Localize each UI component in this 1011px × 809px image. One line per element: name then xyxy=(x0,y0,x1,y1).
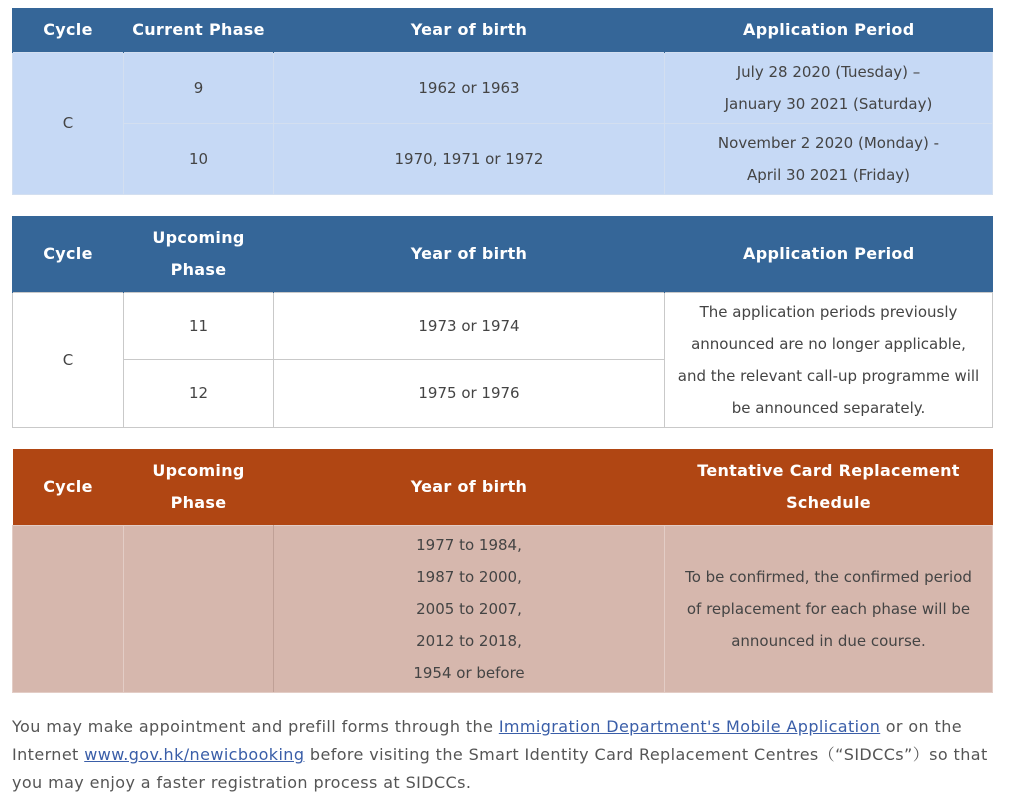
note-line: announced in due course. xyxy=(731,631,926,650)
year-range-line: 1977 to 1984, xyxy=(416,535,522,554)
header-year-of-birth: Year of birth xyxy=(274,8,665,52)
year-of-birth-cell: 1973 or 1974 xyxy=(274,292,665,359)
table-header-row xyxy=(13,449,993,525)
mobile-app-link[interactable]: Immigration Department's Mobile Application xyxy=(498,717,881,736)
table-row xyxy=(13,525,993,692)
newicbooking-link[interactable]: www.gov.hk/newicbooking xyxy=(84,745,305,764)
cycle-cell-empty xyxy=(13,525,124,692)
period-line: November 2 2020 (Monday) - xyxy=(717,133,940,152)
note-line: be announced separately. xyxy=(731,398,926,417)
cycle-cell: C xyxy=(13,52,124,194)
application-period-cell xyxy=(665,123,993,194)
year-of-birth-cell xyxy=(274,525,665,692)
year-of-birth-cell: 1962 or 1963 xyxy=(274,52,665,123)
phase-cell: 11 xyxy=(124,292,274,359)
header-line: Tentative Card Replacement xyxy=(697,460,960,480)
header-cycle: Cycle xyxy=(13,8,124,52)
booking-note-paragraph xyxy=(12,713,997,797)
table-header-row xyxy=(13,8,993,52)
year-range-line: 2012 to 2018, xyxy=(416,631,522,650)
year-range-line: 1954 or before xyxy=(413,663,525,682)
header-line: Phase xyxy=(170,259,227,279)
header-line: Schedule xyxy=(786,492,871,512)
header-cycle: Cycle xyxy=(13,449,124,525)
note-line: announced are no longer applicable, xyxy=(691,334,966,353)
table-header-row xyxy=(13,216,993,292)
year-range-line: 2005 to 2007, xyxy=(416,599,522,618)
header-year-of-birth: Year of birth xyxy=(274,449,665,525)
header-line: Phase xyxy=(170,492,227,512)
period-line: July 28 2020 (Tuesday) – xyxy=(736,62,921,81)
phase-cell: 10 xyxy=(124,123,274,194)
phase-cell: 12 xyxy=(124,359,274,427)
header-upcoming-phase xyxy=(124,449,274,525)
table-row xyxy=(13,292,993,359)
note-text: before visiting the Smart Identity Card Replacement Centres（“SIDCCs”）so that you may enjoy a faster registration process at SIDCCs. xyxy=(12,745,988,792)
note-line: To be confirmed, the confirmed period xyxy=(685,567,972,586)
cycle-cell: C xyxy=(13,292,124,427)
phase-cell-empty xyxy=(124,525,274,692)
header-line: Upcoming xyxy=(152,460,245,480)
header-tentative-schedule xyxy=(665,449,993,525)
note-line: of replacement for each phase will be xyxy=(686,599,971,618)
note-text: You may make appointment and prefill forms through the xyxy=(12,717,499,736)
table-row xyxy=(13,52,993,123)
year-of-birth-cell: 1975 or 1976 xyxy=(274,359,665,427)
year-range-line: 1987 to 2000, xyxy=(416,567,522,586)
phase-cell: 9 xyxy=(124,52,274,123)
header-application-period: Application Period xyxy=(665,216,993,292)
tentative-schedule-table xyxy=(12,449,993,693)
application-period-note xyxy=(665,292,993,427)
note-line: and the relevant call-up programme will xyxy=(677,366,980,385)
year-of-birth-cell: 1970, 1971 or 1972 xyxy=(274,123,665,194)
header-year-of-birth: Year of birth xyxy=(274,216,665,292)
header-application-period: Application Period xyxy=(665,8,993,52)
header-cycle: Cycle xyxy=(13,216,124,292)
header-current-phase: Current Phase xyxy=(124,8,274,52)
table-row xyxy=(13,123,993,194)
note-text: or on the Internet xyxy=(12,717,963,764)
schedule-note-cell xyxy=(665,525,993,692)
header-upcoming-phase xyxy=(124,216,274,292)
period-line: January 30 2021 (Saturday) xyxy=(724,94,933,113)
note-line: The application periods previously xyxy=(699,302,958,321)
application-period-cell xyxy=(665,52,993,123)
current-phase-table xyxy=(12,8,993,195)
header-line: Upcoming xyxy=(152,227,245,247)
upcoming-phase-table xyxy=(12,216,993,428)
period-line: April 30 2021 (Friday) xyxy=(746,165,910,184)
